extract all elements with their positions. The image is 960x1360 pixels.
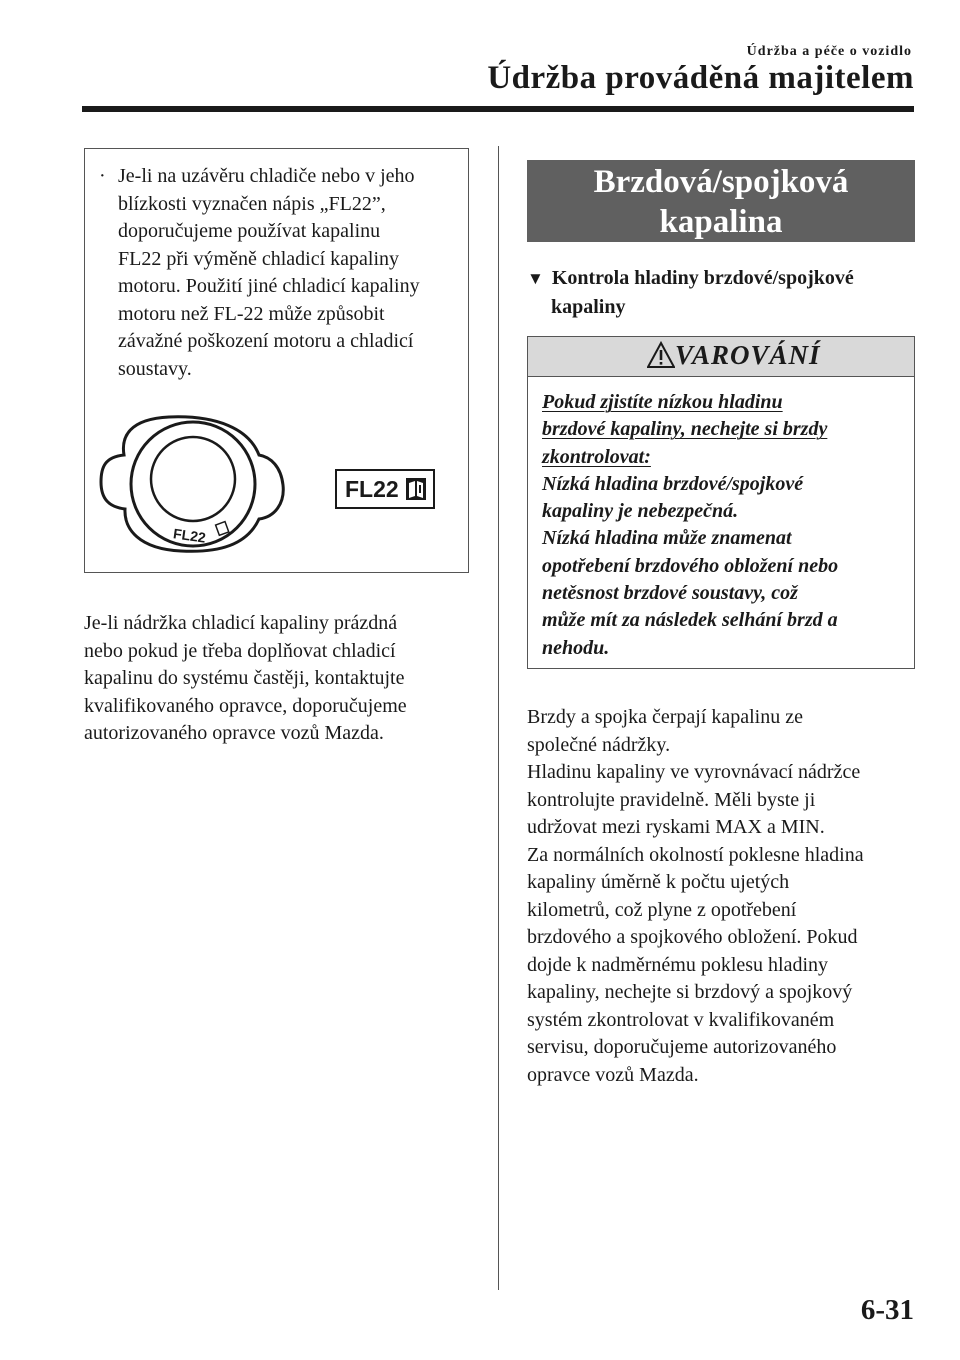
note-bullet: · <box>99 165 106 187</box>
warning-box <box>527 336 915 669</box>
header-rule <box>82 106 914 112</box>
brake-fluid-paragraph: Brzdy a spojka čerpají kapalinu ze společné nádržky. Hladinu kapaliny ve vyrovnávací nádržce kontrolujte pravidelně. Měli byste ji udržovat mezi ryskami MAX a MIN. Za normálních okolností poklesne hladina kapaliny úměrně k počtu ujetých kilometrů, což plyne z opotřebení brzdového a spojkového obložení. Pokud dojde k nadměrnému poklesu hladiny kapaliny, nechejte si brzdový a spojkový systém zkontrolovat v kvalifikovaném servisu, doporučujeme autorizovaného opravce vozů Mazda. <box>527 706 864 1086</box>
coolant-paragraph: Je-li nádržka chladicí kapaliny prázdná nebo pokud je třeba doplňovat chladicí kapalinu do systému častěji, kontaktujte kvalifikovaného opravce, doporučujeme autorizovaného opravce vozů Mazda. <box>84 612 407 744</box>
section-title: Brzdová/spojková kapalina <box>527 160 915 242</box>
page-title: Údržba prováděná majitelem <box>487 60 914 96</box>
subheading-line2: kapaliny <box>551 296 626 318</box>
warning-title: VAROVÁNÍ <box>675 340 821 370</box>
triangle-down-icon: ▼ <box>527 269 544 288</box>
coolant-note-text: Je-li na uzávěru chladiče nebo v jeho blízkosti vyznačen nápis „FL22”, doporučujeme používat kapalinu FL22 při výměně chladicí kapaliny motoru. Použití jiné chladicí kapaliny motoru než FL-22 může způsobit závažné poškození motoru a chladicí soustavy. <box>118 165 420 380</box>
radiator-cap-illustration <box>99 407 319 557</box>
coolant-note-box <box>84 148 469 573</box>
warning-underlined-text: Pokud zjistíte nízkou hladinu brzdové kapaliny, nechejte si brzdy zkontrolovat: <box>542 391 828 468</box>
subheading-line1: Kontrola hladiny brzdové/spojkové <box>551 267 854 289</box>
book-icon <box>405 477 427 501</box>
warning-body <box>542 389 902 662</box>
fl22-label <box>335 469 435 509</box>
chapter-label: Údržba a péče o vozidlo <box>746 44 912 59</box>
column-divider <box>498 146 499 1290</box>
warning-header <box>528 337 914 377</box>
page-number: 6-31 <box>860 1294 914 1326</box>
warning-triangle-icon <box>647 341 675 369</box>
fl22-label-text: FL22 <box>345 476 399 502</box>
subheading <box>527 264 917 321</box>
cap-marking: FL22 <box>172 525 207 546</box>
warning-text: Nízká hladina brzdové/spojkové kapaliny je nebezpečná. Nízká hladina může znamenat opotřebení brzdového obložení nebo netěsnost brzdové soustavy, což může mít za následek selhání brzd a nehodu. <box>542 472 839 659</box>
